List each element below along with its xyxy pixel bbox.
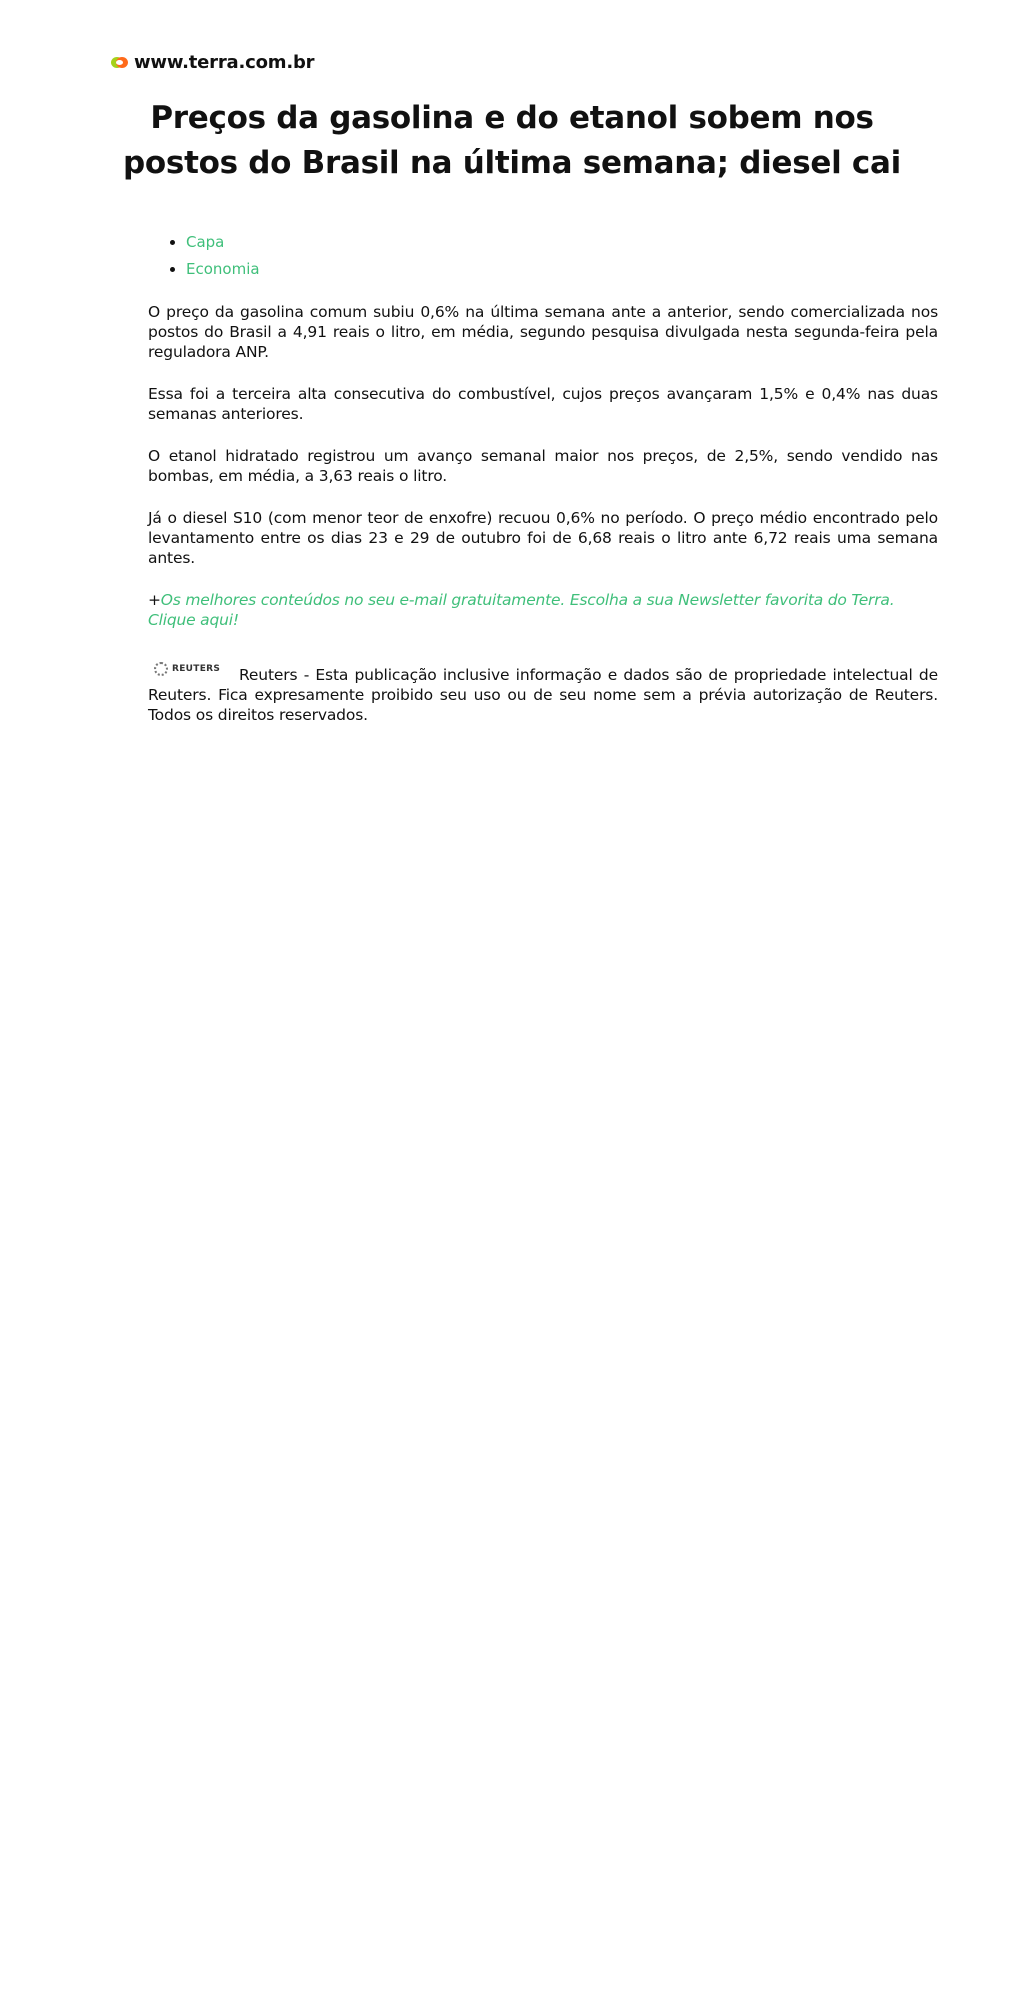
terra-logo-icon[interactable]	[111, 56, 129, 70]
site-header	[111, 52, 314, 73]
reuters-notice-text: Reuters - Esta publicação inclusive informação e dados são de propriedade intelectual de Reuters. Fica expresamente proibido seu uso ou de seu nome sem a prévia autorização de Reuters. Todos os direitos reservados.	[148, 666, 938, 724]
site-url[interactable]: www.terra.com.br	[134, 52, 315, 73]
reuters-dots-icon	[154, 662, 168, 676]
reuters-logo	[154, 658, 229, 680]
breadcrumb-link-economia[interactable]: Economia	[186, 260, 260, 278]
newsletter-promo	[148, 590, 938, 630]
breadcrumb-item	[186, 229, 260, 256]
article-paragraph: O etanol hidratado registrou um avanço semanal maior nos preços, de 2,5%, sendo vendido nas bombas, em média, a 3,63 reais o litro.	[148, 447, 938, 485]
breadcrumb	[148, 229, 260, 283]
article-paragraph: Já o diesel S10 (com menor teor de enxofre) recuou 0,6% no período. O preço médio encontrado pelo levantamento entre os dias 23 e 29 de outubro foi de 6,68 reais o litro ante 6,72 reais uma semana antes.	[148, 509, 938, 567]
reuters-wordmark: REUTERS	[172, 664, 221, 674]
article-body	[148, 302, 938, 747]
breadcrumb-link-capa[interactable]: Capa	[186, 233, 225, 251]
newsletter-link[interactable]: Os melhores conteúdos no seu e-mail gratuitamente. Escolha a sua Newsletter favorita do Terra. Clique aqui!	[148, 591, 895, 629]
reuters-notice	[148, 658, 938, 725]
newsletter-prefix: +	[148, 591, 161, 609]
article-paragraph: Essa foi a terceira alta consecutiva do combustível, cujos preços avançaram 1,5% e 0,4% nas duas semanas anteriores.	[148, 385, 938, 423]
breadcrumb-item	[186, 256, 260, 283]
article-title: Preços da gasolina e do etanol sobem nos postos do Brasil na última semana; diesel cai	[123, 100, 901, 181]
article-paragraph: O preço da gasolina comum subiu 0,6% na última semana ante a anterior, sendo comercializada nos postos do Brasil a 4,91 reais o litro, em média, segundo pesquisa divulgada nesta segunda-feira pela reguladora ANP.	[148, 303, 938, 361]
